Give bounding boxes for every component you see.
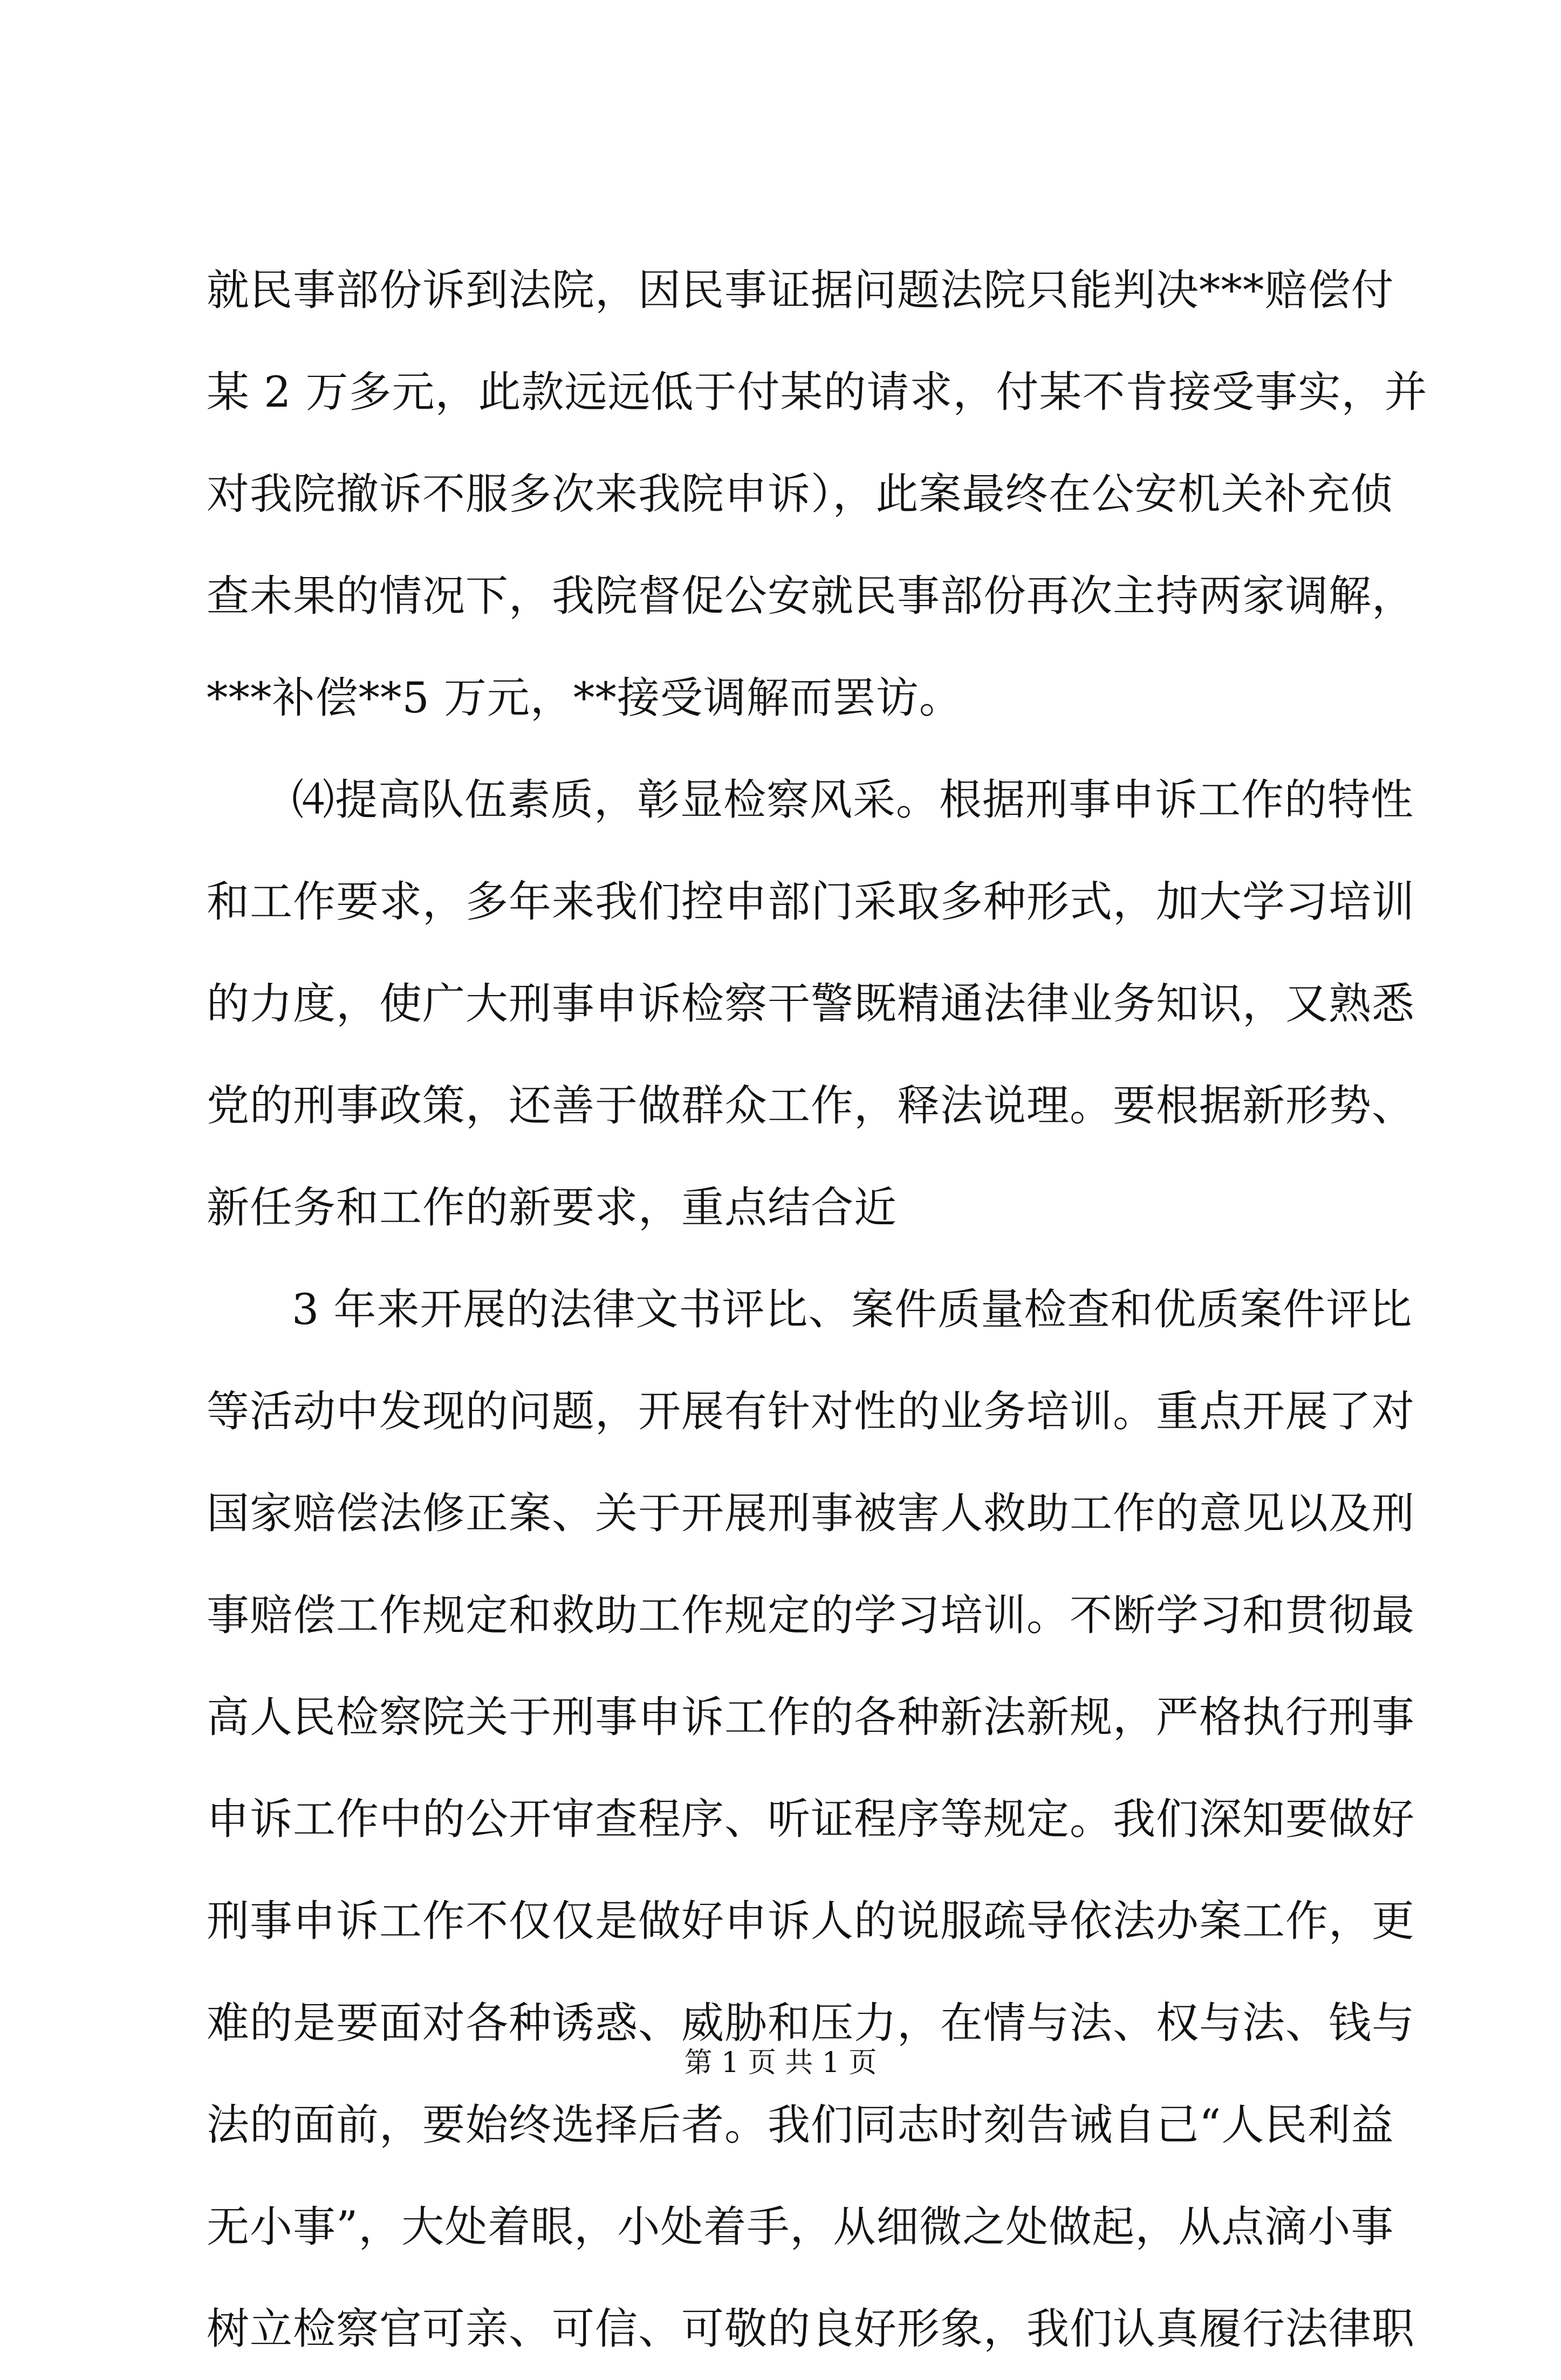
text-line: ⑷提高队伍素质，彰显检察风采。根据刑事申诉工作的特性 — [292, 775, 1414, 825]
text-line: 高人民检察院关于刑事申诉工作的各种新法新规，严格执行刑事 — [207, 1692, 1415, 1742]
text-line: 党的刑事政策，还善于做群众工作，释法说理。要根据新形势、 — [207, 1081, 1415, 1130]
text-line: 对我院撤诉不服多次来我院申诉），此案最终在公安机关补充侦 — [207, 469, 1394, 519]
text-line: 等活动中发现的问题，开展有针对性的业务培训。重点开展了对 — [207, 1387, 1415, 1436]
text-line: 3 年来开展的法律文书评比、案件质量检查和优质案件评比 — [292, 1285, 1413, 1334]
text-line: 事赔偿工作规定和救助工作规定的学习培训。不断学习和贯彻最 — [207, 1590, 1415, 1640]
text-line: 某 2 万多元，此款远远低于付某的请求，付某不肯接受事实，并 — [207, 367, 1428, 417]
text-line: 和工作要求，多年来我们控申部门采取多种形式，加大学习培训 — [207, 877, 1415, 927]
text-line: 的力度，使广大刑事申诉检察干警既精通法律业务知识，又熟悉 — [207, 979, 1415, 1028]
text-line: 无小事”，大处着眼，小处着手，从细微之处做起，从点滴小事 — [207, 2202, 1394, 2252]
text-line: 树立检察官可亲、可信、可敬的良好形象，我们认真履行法律职 — [207, 2304, 1415, 2354]
text-line: 查未果的情况下，我院督促公安就民事部份再次主持两家调解， — [207, 571, 1415, 621]
text-line: ***补偿**5 万元，**接受调解而罢访。 — [207, 673, 962, 723]
text-line: 刑事申诉工作不仅仅是做好申诉人的说服疏导依法办案工作，更 — [207, 1896, 1415, 1946]
page-footer: 第 1 页 共 1 页 — [684, 2047, 877, 2079]
text-line: 新任务和工作的新要求，重点结合近 — [207, 1183, 897, 1232]
text-line: 难的是要面对各种诱惑、威胁和压力，在情与法、权与法、钱与 — [207, 1998, 1415, 2048]
text-line: 就民事部份诉到法院，因民事证据问题法院只能判决***赔偿付 — [207, 265, 1394, 315]
text-line: 申诉工作中的公开审查程序、听证程序等规定。我们深知要做好 — [207, 1794, 1415, 1844]
text-line: 法的面前，要始终选择后者。我们同志时刻告诫自己“人民利益 — [207, 2100, 1394, 2150]
text-line: 国家赔偿法修正案、关于开展刑事被害人救助工作的意见以及刑 — [207, 1489, 1415, 1538]
